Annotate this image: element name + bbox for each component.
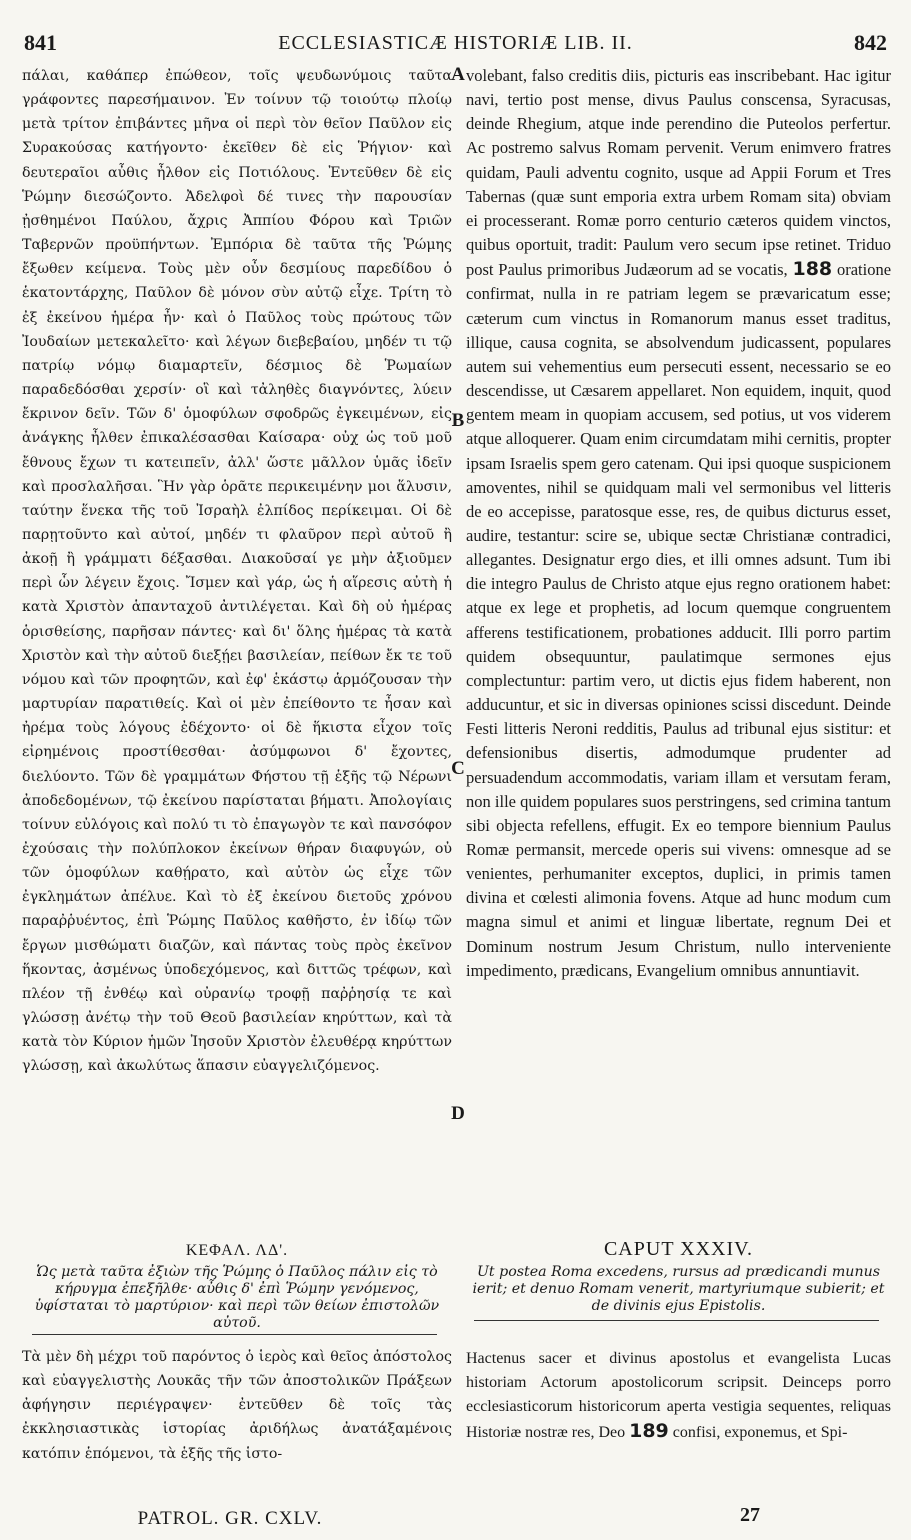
running-title: ECCLESIASTICÆ HISTORIÆ LIB. II.: [278, 32, 633, 54]
margin-marker-c: C: [451, 758, 465, 779]
latin-chapter-text-part-2: confisi, exponemus, et Spi-: [672, 1424, 848, 1441]
greek-chapter-summary: Ὡς μετὰ ταῦτα ἐξιὼν τῆς Ῥώμης ὁ Παῦλος πάλιν εἰς τὸ κήρυγμα ἐπεξῆλθε· αὖθις δ' ἐπὶ Ῥώμην γενόμενος, ὑφίσταται τὸ μαρτύριον· καὶ περὶ τῶν θείων ἐπιστολῶν αὐτοῦ.: [34, 1264, 440, 1331]
margin-marker-a: A: [451, 64, 465, 85]
page-header: [24, 30, 887, 58]
greek-chapter-text: Τὰ μὲν δὴ μέχρι τοῦ παρόντος ὁ ἱερὸς καὶ θεῖος ἀπόστολος καὶ εὐαγγελιστὴς Λουκᾶς τῆν τῶν ἀποστολικῶν Πράξεων ἀφήγησιν περιέγραψεν· ἐντεῦθεν δὲ τοῖς τὰς ἐκκλησιαστικὰς ἱστορίας ἀριδήλως ἀνατάξαμένοις κατόπιν ἑπόμενοι, τὰ ἑξῆς τῆς ἱστο-: [22, 1349, 452, 1462]
latin-text-part-2: oratione confirmat, nulla in re patriam legem se prævaricatum esse; cæterum cum vinctus in Romanorum manus esset traditus, illique, causa cognita, se absolvendum judicassent, populares autem sui vehementius eum persecuti essent, necessario se eo descendisse, ut Cæsarem appellaret. Non equidem, inquit, quod gentem meam in quopiam accusem, sed potius, ut vos viderem atque alloquerer. Quam enim circumdatam mihi cernitis, propter ipsam Israelis spem gero catenam. Qui ipsi quoque suspicionem amoventes, nihil se quidquam mali vel sermonibus vel litteris de eo accepisse, paratosque esse, res, de quibus dicturus esset, audire, testantur: scire se, ubique sectæ Christianæ contradici, allegantes. Designatur ergo dies, et illi omnes adsunt. Tum ibi die integro Paulus de Christo atque ejus regno orationem habet: atque ex lege et prophetis, ad locum quemque congruentem afferens testificationem, probationes adducit. Illi porro partim quidem obsequuntur, paulatimque sermones ejus complectuntur: partim vero, ut dictis ejus fidem haberent, non adducuntur, et sic in diversas opiniones scissi discedunt. Deinde Festi litteris Neroni redditis, Paulus ad tribunal ejus sistitur: et defensionibus disertis, admodumque prudenter ad persuadendum accommodatis, variam illam et versutam feram, non ille quidem populares suos perstringens, sed crimina tantum sibi objecta refellens, effugit. Ex eo tempore biennium Paulus Romæ permansit, mercede operis sui vivens: omnesque ad se venientes, perhumaniter exceptos, duplici, in primis tamen divina et cœlesti alimonia fovens. Atque ad hunc modum cum magna simul et animi et linguæ libertate, regnum Dei et Dominum nostrum Jesum Christum, nullo interveniente impedimento, prædicans, Evangelium omnibus annuntiavit.: [466, 260, 892, 980]
latin-chapter-text-part-1: Hactenus sacer et divinus apostolus et evangelista Lucas historiam Actorum apostolicorum scripsit. Deinceps porro ecclesiasticorum historicorum aperta vestigia sequentes, reliquas Historiæ nostræ res, Deo: [466, 1350, 891, 1441]
margin-marker-d: D: [451, 1103, 465, 1124]
margin-marker-b: B: [451, 410, 465, 431]
latin-summary-rule: [474, 1320, 879, 1321]
footer-patrologia: PATROL. GR. CXLV.: [137, 1508, 323, 1529]
latin-text: [466, 64, 891, 983]
latin-column: [466, 64, 891, 983]
greek-summary-rule: [32, 1334, 437, 1335]
greek-chapter-body: [22, 1345, 452, 1466]
greek-chapter-heading: ΚΕΦΑΛ. ΛΔ'.: [185, 1242, 289, 1259]
page-number-left: 841: [24, 30, 57, 55]
latin-chapter-text: [466, 1347, 891, 1445]
latin-chapter-heading: CAPUT XXXIV.: [603, 1238, 754, 1260]
latin-text-part-1: volebant, falso creditis diis, picturis eas inscribebant. Hac igitur navi, tertio post mense, divus Paulus conscensa, Syracusas, deinde Rhegium, atque inde perendino die Puteolos perfertur. Ac postremo salvus Romam pervenit. Verum enimvero fratres quidam, Pauli adventu cognito, usque ad Appii Forum et Tres Tabernas (quæ sunt emporia extra urbem Romam sita) obviam ei processerant. Romæ porro centurio cæteros quidem vinctos, quibus oportuit, tradit: Paulum vero secum ipse retinet. Triduo post Paulus primoribus Judæorum ad se vocatis,: [466, 66, 891, 280]
page-number-right: 842: [854, 30, 887, 55]
greek-text: πάλαι, καθάπερ ἐπώθεον, τοῖς ψευδωνύμοις ταῦτα γράφοντες παρεσήμαινον. Ἐν τοίνυν τῷ τοιούτῳ πλοίῳ μετὰ τρίτον ἐπιβάντες μῆνα οἱ περὶ τὸν θεῖον Παῦλον εἰς Συρακούσας κατήγοντο· ἐκεῖθεν δὲ εἰς Ῥήγιον· καὶ δευτεραῖοι αὖθις ἦλθον εἰς Ποτιόλους. Ἐντεῦθεν δὲ εἰς Ῥώμην διεσώζοντο. Ἀδελφοὶ δέ τινες τὴν παρουσίαν ᾐσθημένοι Παύλου, ἄχρις Ἀππίου Φόρου καὶ Τριῶν Ταβερνῶν προϋπήντων. Ἐμπόρια δὲ ταῦτα τῆς Ῥώμης ἔξωθεν κείμενα. Τοὺς μὲν οὖν δεσμίους παρεδίδου ὁ ἑκατοντάρχης, Παῦλον δὲ μόνον σὺν αὐτῷ εἶχε. Τρίτη τὸ ἐξ ἐκείνου ἡμέρα ἦν· καὶ ὁ Παῦλος τοὺς πρώτους τῶν Ἰουδαίων μετεκαλεῖτο· καὶ λέγων διεβεβαίου, μηδέν τι τῷ πατρίῳ νόμῳ διαμαρτεῖν, δέσμιος δὲ Ῥωμαίων παραδεδόσθαι χερσίν· οἳ καὶ τἀληθὲς διαγνόντες, λύειν ἔκρινον δεῖν. Τῶν δ' ὁμοφύλων σφοδρῶς ἐγκειμένων, εἰς ἀνάγκης ἦλθεν ἐπικαλέσασθαι Καίσαρα· οὐχ ὡς τοῦ μοῦ ἔθνους ἔχων τι κατειπεῖν, ἀλλ' ὥστε μᾶλλον ὑμᾶς ἰδεῖν καὶ προσλαλῆσαι. Ἣν γὰρ ὁρᾶτε περικειμένην μοι ἅλυσιν, ταύτην ἕνεκα τῆς τοῦ Ἰσραὴλ ἐλπίδος περίκειμαι. Οἱ δὲ παρῃτοῦντο καὶ αὐτοί, μηδέν τι φλαῦρον περὶ αὐτοῦ ἢ ἀκοῇ ἢ γράμματι δέξασθαι. Διακοῦσαί γε μὴν ἀξιοῦμεν περὶ ὧν λέγειν ἔχοις. Ἴσμεν καὶ γάρ, ὡς ἡ αἵρεσις αὐτὴ ἡ κατὰ Χριστὸν ἁπανταχοῦ ἀντιλέγεται. Καὶ δὴ οὐ ἡμέρας ὁρισθείσης, παρῆσαν πάντες· καὶ δι' ὅλης ἡμέρας τὰ κατὰ Χριστὸν καὶ τὴν αὐτοῦ διεξῄει βασιλείαν, πείθων ἔκ τε τοῦ νόμου καὶ τῶν προφητῶν, καὶ ἐφ' ἑκάστῳ ἁρμόζουσαν τὴν μαρτυρίαν παρατιθείς. Καὶ οἱ μὲν ἐπείθοντο τε ἦσαν καὶ ἠρέμα τοὺς λόγους ἐδέχοντο· οἱ δὲ ἥκιστα εἶχον τοῖς εἰρημένοις προστίθεσθαι· ἀσύμφωνοι δ' ἔχοντες, διελύοντο. Τῶν δὲ γραμμάτων Φήστου τῇ ἑξῆς τῷ Νέρωνι ἀποδεδομένων, τῷ ἐκείνου παρίσταται βήματι. Ἀπολογίαις τοίνυν εὐλόγοις καὶ πολύ τι τὸ ἐπαγωγὸν τε καὶ πανσόφον ἐχούσαις τὴν πολύπλοκον ἐκείνων θήραν διαφυγών, οὐ τῶν ὁμοφύλων καθῄρατο, καὶ αὐτὸν ὡς εἶχε τῶν ἐγκλημάτων ἀπέλυε. Καὶ τὸ ἐξ ἐκείνου διετοῦς χρόνου παραῤῥυέντος, ἐπὶ Ῥώμης Παῦλος καθῆστο, ἐν ἰδίῳ τῶν ἔργων μισθώματι διαζῶν, καὶ πάντας τοὺς πρὸς ἐκεῖνον ἥκοντας, ἀσμένως ὑποδεχόμενος, καὶ διττῶς τρέφων, καὶ πλέον τῇ ἐνθέῳ καὶ οὐρανίῳ τροφῇ παῤῥησίᾳ τε καὶ γλώσσῃ ἀνέτῳ τὴν τοῦ Θεοῦ βασιλείαν κηρύττων, καὶ τὰ κατὰ τὸν Κύριον ἡμῶν Ἰησοῦν Χριστὸν ἐλευθέρᾳ κηρύττων γλώσσῃ, καὶ ἀκωλύτως ἅπασιν εὐαγγελιζόμενος.: [22, 68, 452, 1075]
margin-number-189: 189: [629, 1420, 669, 1442]
latin-chapter-summary: Ut postea Roma excedens, rursus ad prædicandi munus ierit; et denuo Romam venerit, martyriumque subierit; et de divinis ejus Epistolis.: [472, 1264, 885, 1314]
footer-signature: 27: [740, 1504, 760, 1526]
margin-number-188: 188: [792, 258, 833, 281]
latin-chapter-body: [466, 1347, 891, 1445]
greek-column: [22, 64, 452, 1079]
